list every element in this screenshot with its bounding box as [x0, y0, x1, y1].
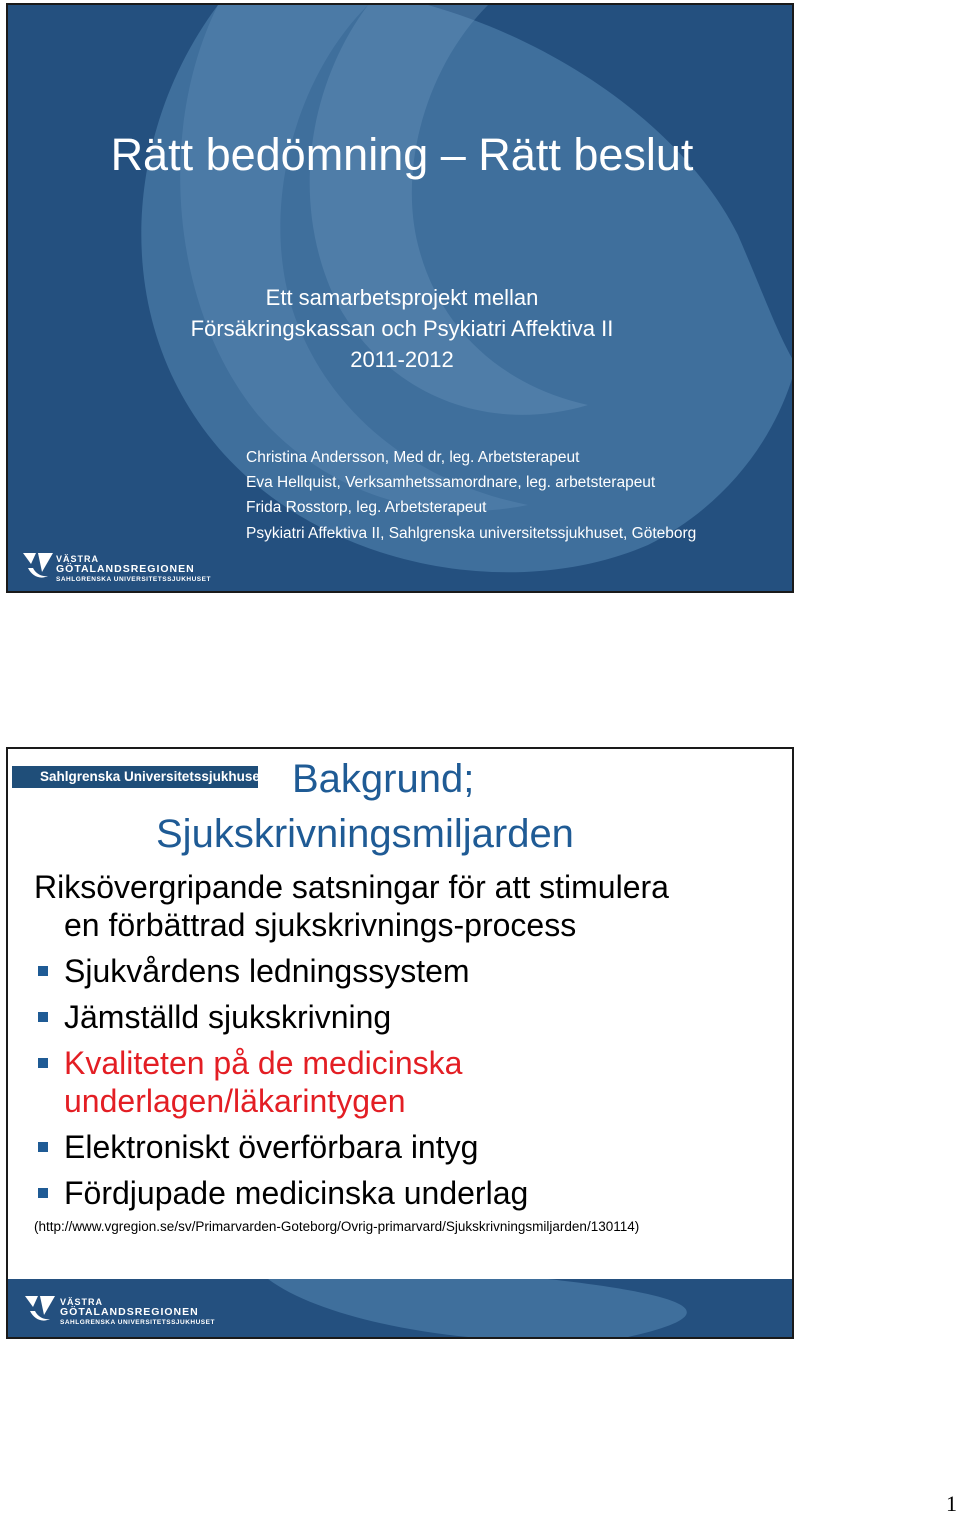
bullet-square-icon: [38, 1188, 48, 1198]
logo-text-line-2: GÖTALANDSREGIONEN: [60, 1306, 199, 1318]
bullet-item-2: Jämställd sjukskrivning: [64, 999, 392, 1035]
logo-text-line-1: VÄSTRA: [60, 1297, 104, 1307]
page-number: 1: [946, 1491, 957, 1516]
slide-title-line-2: Sjukskrivningsmiljarden: [156, 812, 574, 856]
bullet-item-4: Elektroniskt överförbara intyg: [64, 1129, 479, 1165]
author-line-2: Eva Hellquist, Verksamhetssamordnare, leg. arbetsterapeut: [246, 474, 656, 491]
intro-text-line-2: en förbättrad sjukskrivnings-process: [64, 907, 577, 943]
background-slide: [6, 747, 794, 1339]
title-slide: [6, 3, 794, 593]
sahlgrenska-banner: Sahlgrenska Universitetssjukhuset: [12, 766, 258, 788]
author-line-1: Christina Andersson, Med dr, leg. Arbetsterapeut: [246, 449, 580, 466]
slide-footer: [8, 1279, 792, 1337]
bullet-square-icon: [38, 1142, 48, 1152]
bullet-square-icon: [38, 966, 48, 976]
intro-text-line-1: Riksövergripande satsningar för att stimulera: [34, 869, 669, 905]
bullet-item-3-line-1: Kvaliteten på de medicinska: [64, 1045, 463, 1081]
vastra-gotalandsregionen-logo: [24, 1293, 215, 1329]
affiliation-line: Psykiatri Affektiva II, Sahlgrenska universitetssjukhuset, Göteborg: [246, 525, 697, 542]
presentation-title: Rätt bedömning – Rätt beslut: [110, 129, 694, 180]
bullet-square-icon: [38, 1058, 48, 1068]
author-line-3: Frida Rosstorp, leg. Arbetsterapeut: [246, 499, 487, 516]
vgr-logo-mark-icon: [22, 550, 54, 582]
bullet-square-icon: [38, 1012, 48, 1022]
subtitle-line-3: 2011-2012: [350, 347, 454, 372]
source-url: (http://www.vgregion.se/sv/Primarvarden-Goteborg/Ovrig-primarvard/Sjukskrivningsmiljarden/130114): [34, 1219, 640, 1234]
subtitle-line-1: Ett samarbetsprojekt mellan: [265, 285, 539, 310]
bullet-item-1: Sjukvårdens ledningssystem: [64, 953, 470, 989]
bullet-item-3-line-2: underlagen/läkarintygen: [64, 1083, 406, 1119]
slide-title-line-1: Bakgrund;: [292, 757, 475, 801]
vgr-logo-mark-icon: [24, 1293, 56, 1325]
bullet-item-5: Fördjupade medicinska underlag: [64, 1175, 529, 1211]
logo-text-line-1: VÄSTRA: [56, 554, 100, 564]
logo-text-line-3: SAHLGRENSKA UNIVERSITETSSJUKHUSET: [60, 1319, 215, 1326]
subtitle-line-2: Försäkringskassan och Psykiatri Affektiva II: [190, 316, 614, 341]
vastra-gotalandsregionen-logo: [22, 550, 211, 586]
logo-text-line-3: SAHLGRENSKA UNIVERSITETSSJUKHUSET: [56, 576, 211, 583]
logo-text-line-2: GÖTALANDSREGIONEN: [56, 563, 195, 575]
